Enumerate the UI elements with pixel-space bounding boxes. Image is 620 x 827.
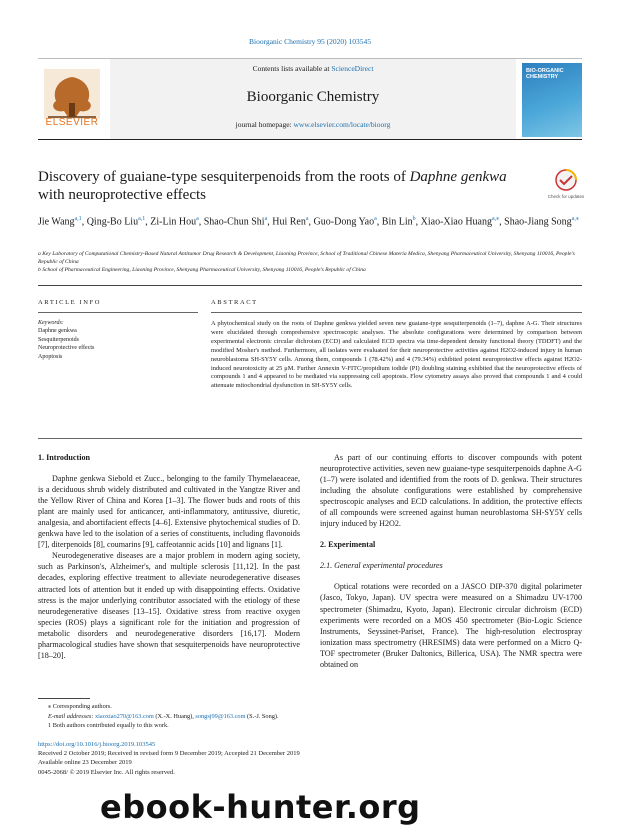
homepage-link[interactable]: www.elsevier.com/locate/bioorg bbox=[293, 120, 391, 129]
abstract-text: A phytochemical study on the roots of Daphne genkwa yielded seven new guaiane-type sesquiterpenoids (1–7), daphne A-G. Their structures were elucidated through comprehensive spectroscopic analyses. The absolute configurations were determined by comparison between experimental electronic circular dichroism (ECD) and calculated ECD spectra via time-dependent density functional theory (TDDFT) and the modified Mosher's method. Furthermore, all isolates were evaluated for their neuroprotective activities against H2O2-induced injury in human neuroblastoma SH-SY5Y cells. Among them, compounds 1 (78.42%) and 4 (79.34%) exhibited potent neuroprotective effects against H2O2-induced neurotoxicity at 25 μM. Further Annexin V-FITC/propidium iodide (PI) doubling staining exhibited that the neuroprotective effects of compounds 1 and 4 appeared to be mediated via suppressing cell apoptosis. Flow cytometry assays also proved that compounds 1 and 4 could attenuate mitochondrial dysfunction in SH-SY5Y cells. bbox=[211, 320, 582, 390]
journal-header bbox=[38, 58, 582, 140]
author-name[interactable]: Hui Ren bbox=[272, 216, 306, 228]
author-name[interactable]: Xiao-Xiao Huang bbox=[420, 216, 492, 228]
body-paragraph: Daphne genkwa Siebold et Zucc., belonging to the family Thymelaeaceae, is a deciduous shrub widely distributed and cultivated in the Yangtze River and the Yellow River of China and Korea [1–3]. The flower buds and roots of this plant are mainly used for anticancer, anti-inflammatory, antitussive, diuretic, analgesia, and abortifacient effects [4–6]. Extensive phytochemical studies of D. genkwa have led to the isolation of a series of constituents, including flavonoids [7], diterpenoids [8], coumarins [9], caffeotannic acids [10] and lignans [1]. bbox=[38, 474, 300, 550]
author-affiliation-marker[interactable]: a bbox=[264, 216, 268, 222]
author-affiliation-marker[interactable]: a,⁎ bbox=[492, 216, 500, 222]
contents-prefix: Contents lists available at bbox=[252, 64, 332, 73]
body-paragraph: Neurodegenerative diseases are a major problem in modern aging society, such as Parkinson's, Alzheimer's, and multiple sclerosis [11,12]. In the past decades, exploring effective treatment to alleviate neurodegenerative diseases attracted lots of attention but it ended up with disappointing effects. Oxidative stress is the major underlying contributor associated with the etiology of these neurodegenerative diseases [13–15]. Oxidative stress from reactive oxygen species (ROS) plays a significant role for the initiation and progression of metabolic disorders and neurodegenerative disorders [16,17]. Modern pharmacological studies have shown that sesquiterpenoids have neuroprotective [18–20]. bbox=[38, 551, 300, 660]
author-name[interactable]: Bin Lin bbox=[381, 216, 413, 228]
affiliations bbox=[38, 250, 582, 274]
abstract-heading: ABSTRACT bbox=[211, 299, 258, 306]
author-affiliation-marker[interactable]: a bbox=[374, 216, 377, 222]
footnote-divider bbox=[38, 698, 90, 699]
section-heading-experimental: 2. Experimental bbox=[320, 540, 376, 550]
publication-info bbox=[38, 740, 582, 777]
copyright: 0045-2068/ © 2019 Elsevier Inc. All rights reserved. bbox=[38, 768, 175, 776]
author-name[interactable]: Shao-Chun Shi bbox=[203, 216, 265, 228]
divider bbox=[38, 312, 198, 313]
title-part2: with neuroprotective effects bbox=[38, 187, 206, 203]
journal-title: Bioorganic Chemistry bbox=[246, 89, 380, 105]
body-paragraph: As part of our continuing efforts to discover compounds with potent neuroprotective activities, seven new guaiane-type sesquiterpenoids daphne A-G (1–7) were isolated and identified from the roots of D. genkwa. Their structures including the absolute configurations were established by comprehensive spectroscopic analyses and ECD calculations. In addition, the protective effects of all compounds were screened against human neuroblastoma SH-SY5Y cells injury induced by H2O2. bbox=[320, 453, 582, 529]
homepage-line bbox=[110, 120, 516, 129]
homepage-prefix: journal homepage: bbox=[235, 120, 294, 129]
doi-link[interactable]: https://doi.org/10.1016/j.bioorg.2019.103545 bbox=[38, 741, 156, 748]
affiliation-b: b School of Pharmaceutical Engineering, Liaoning Province, Shenyang Pharmaceutical University, Shenyang 110016, People’s Republic of China bbox=[38, 267, 366, 273]
section-heading-introduction: 1. Introduction bbox=[38, 453, 91, 462]
footnotes bbox=[48, 702, 568, 731]
author-name[interactable]: Jie Wang bbox=[38, 216, 75, 228]
author-name[interactable]: Qing-Bo Liu bbox=[86, 216, 139, 228]
email-owner-2: (S.-J. Song). bbox=[245, 712, 279, 720]
author-affiliation-marker[interactable]: a bbox=[196, 216, 199, 222]
title-part1: Discovery of guaiane-type sesquiterpenoids from the roots of bbox=[38, 169, 410, 185]
article-info-heading: ARTICLE INFO bbox=[38, 299, 102, 306]
body-paragraph: Optical rotations were recorded on a JASCO DIP-370 digital polarimeter (Jasco, Tokyo, Japan). UV spectra were measured on a Shimadzu UV-1700 spectrometer (Shimadzu, Kyoto, Japan). Electronic circular dichroism (ECD) experiments were recorded on a MOS 450 spectrometer (Bio-Logic Science Instruments, Seyssinet-Pariset, France). The high-resolution electrospray ionization mass spectrometry (HRESIMS) data were performed on a Micro Q-TOF spectrometer (Bruker Daltonics, Billerica, USA). The NMR spectra were obtained on bbox=[320, 582, 582, 669]
article-title bbox=[38, 168, 508, 204]
body-right-column bbox=[320, 452, 582, 670]
subsection-heading: 2.1. General experimental procedures bbox=[320, 561, 443, 571]
author-name[interactable]: Zi-Lin Hou bbox=[150, 216, 197, 228]
author-name[interactable]: Shao-Jiang Song bbox=[504, 216, 572, 228]
author-affiliation-marker[interactable]: a,1 bbox=[74, 216, 82, 222]
author-name[interactable]: Guo-Dong Yao bbox=[313, 216, 375, 228]
keywords-block bbox=[38, 319, 198, 361]
journal-cover-thumbnail[interactable] bbox=[522, 63, 582, 137]
keyword-item: Daphne genkwa bbox=[38, 328, 77, 335]
available-online: Available online 23 December 2019 bbox=[38, 759, 132, 767]
sciencedirect-link[interactable]: ScienceDirect bbox=[331, 64, 374, 73]
keywords-label: Keywords: bbox=[38, 320, 64, 326]
check-for-updates-label[interactable]: Check for updates bbox=[547, 194, 585, 199]
equal-contribution-note: 1 Both authors contributed equally to this work. bbox=[48, 722, 169, 729]
author-list: Jie Wang$^{a,1}$, Qing-Bo Liu$^{a,1}$, Zi-Lin Hou$^a$, Shao-Chun Shi$^a$, Hui Ren$^a$, Guo-Dong Yao$^a$, Bin Lin$^b$, Xiao-Xiao Huang$^{a,⁎}$, Shao-Jiang Song$^{a,⁎}$ bbox=[38, 216, 579, 228]
affiliation-a: a Key Laboratory of Computational Chemistry-Based Natural Antitumor Drug Research & Development, Liaoning Province, School of Traditional Chinese Materia Medica, Shenyang Pharmaceutical University, Shenyang 110016, People’s Republic of China bbox=[38, 251, 575, 265]
corresponding-note: ⁎ Corresponding authors. bbox=[48, 703, 112, 710]
divider bbox=[38, 285, 582, 286]
title-species: Daphne genkwa bbox=[409, 169, 507, 185]
email-owner-1: (X.-X. Huang), bbox=[153, 712, 196, 720]
author-affiliation-marker[interactable]: b bbox=[412, 216, 416, 222]
email-link-2[interactable]: songsj99@163.com bbox=[195, 712, 246, 720]
email-label: E-mail addresses: bbox=[48, 712, 95, 720]
received-dates: Received 2 October 2019; Received in revised form 9 December 2019; Accepted 21 December 2019 bbox=[38, 750, 300, 758]
watermark: ebook-hunter.org bbox=[100, 788, 421, 826]
divider bbox=[211, 312, 582, 313]
author-affiliation-marker[interactable]: a,1 bbox=[138, 216, 146, 222]
elsevier-wordmark: ELSEVIER bbox=[45, 117, 99, 128]
cover-title: BIO-ORGANIC CHEMISTRY bbox=[526, 68, 564, 81]
body-left-column bbox=[38, 452, 300, 661]
journal-reference[interactable]: Bioorganic Chemistry 95 (2020) 103545 bbox=[249, 37, 371, 46]
author-affiliation-marker[interactable]: a,⁎ bbox=[571, 216, 579, 222]
keyword-item: Apoptosis bbox=[38, 353, 63, 360]
author-affiliation-marker[interactable]: a bbox=[305, 216, 309, 222]
divider bbox=[38, 438, 582, 439]
keyword-item: Sesquiterpenoids bbox=[38, 336, 79, 343]
header-center-panel bbox=[110, 59, 516, 139]
contents-line bbox=[110, 64, 516, 73]
keyword-item: Neuroprotective effects bbox=[38, 345, 95, 352]
email-link-1[interactable]: xiaoxiao270@163.com bbox=[95, 712, 154, 720]
email-note bbox=[48, 712, 568, 722]
